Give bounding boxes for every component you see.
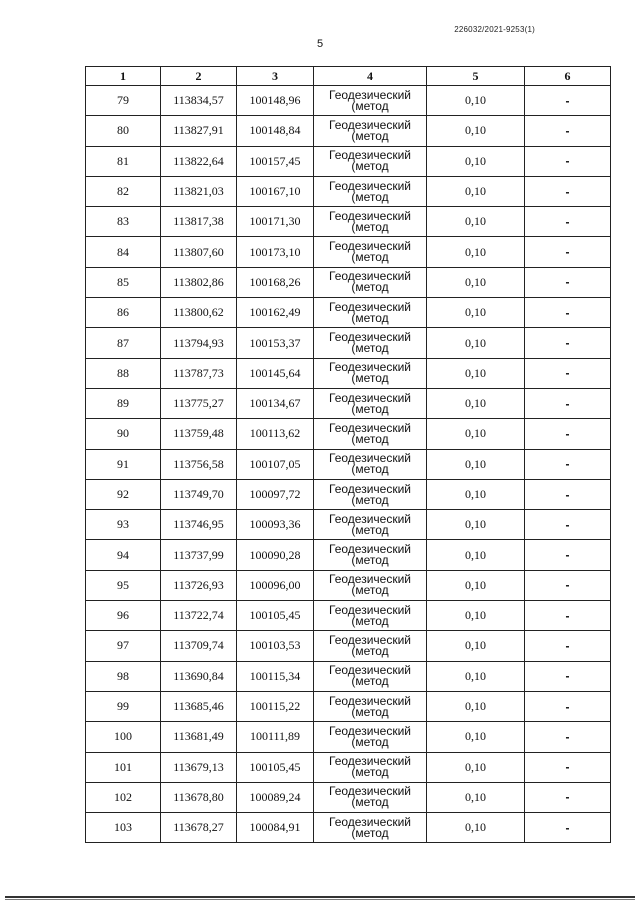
y-coordinate-cell: 100093,36	[237, 510, 314, 540]
point-number-cell: 85	[86, 267, 161, 297]
method-line-2: (метод	[351, 583, 389, 598]
x-coordinate-cell: 113749,70	[161, 479, 237, 509]
note-cell: -	[525, 267, 611, 297]
method-line-2: (метод	[351, 98, 389, 113]
x-coordinate-cell: 113737,99	[161, 540, 237, 570]
table-row	[86, 86, 611, 116]
method-line-1: Геодезический	[329, 148, 411, 163]
point-number-cell: 101	[86, 752, 161, 782]
table-row	[86, 782, 611, 812]
table-row	[86, 358, 611, 388]
table-row	[86, 207, 611, 237]
page-bottom-rule-thin	[5, 899, 635, 900]
x-coordinate-cell: 113794,93	[161, 328, 237, 358]
method-line-1: Геодезический	[329, 542, 411, 557]
point-number-cell: 82	[86, 176, 161, 206]
y-coordinate-cell: 100103,53	[237, 631, 314, 661]
accuracy-cell: 0,10	[427, 813, 525, 843]
x-coordinate-cell: 113722,74	[161, 601, 237, 631]
note-cell: -	[525, 510, 611, 540]
method-cell	[314, 207, 427, 237]
note-cell: -	[525, 419, 611, 449]
accuracy-cell: 0,10	[427, 328, 525, 358]
method-cell	[314, 267, 427, 297]
method-line-1: Геодезический	[329, 451, 411, 466]
method-line-1: Геодезический	[329, 693, 411, 708]
y-coordinate-cell: 100089,24	[237, 782, 314, 812]
method-line-1: Геодезический	[329, 330, 411, 345]
note-cell: -	[525, 237, 611, 267]
point-number-cell: 84	[86, 237, 161, 267]
y-coordinate-cell: 100162,49	[237, 298, 314, 328]
method-line-2: (метод	[351, 401, 389, 416]
y-coordinate-cell: 100148,84	[237, 116, 314, 146]
method-line-2: (метод	[351, 704, 389, 719]
y-coordinate-cell: 100145,64	[237, 358, 314, 388]
point-number-cell: 91	[86, 449, 161, 479]
method-cell	[314, 691, 427, 721]
note-cell: -	[525, 146, 611, 176]
table-body	[86, 86, 611, 843]
point-number-cell: 93	[86, 510, 161, 540]
table-row	[86, 237, 611, 267]
point-number-cell: 96	[86, 601, 161, 631]
note-cell: -	[525, 601, 611, 631]
accuracy-cell: 0,10	[427, 601, 525, 631]
y-coordinate-cell: 100167,10	[237, 176, 314, 206]
accuracy-cell: 0,10	[427, 207, 525, 237]
method-cell	[314, 116, 427, 146]
point-number-cell: 94	[86, 540, 161, 570]
accuracy-cell: 0,10	[427, 570, 525, 600]
x-coordinate-cell: 113817,38	[161, 207, 237, 237]
note-cell: -	[525, 813, 611, 843]
note-cell: -	[525, 358, 611, 388]
method-line-1: Геодезический	[329, 390, 411, 405]
table-row	[86, 146, 611, 176]
accuracy-cell: 0,10	[427, 116, 525, 146]
point-number-cell: 98	[86, 661, 161, 691]
point-number-cell: 97	[86, 631, 161, 661]
table-row	[86, 419, 611, 449]
method-cell	[314, 449, 427, 479]
accuracy-cell: 0,10	[427, 176, 525, 206]
point-number-cell: 88	[86, 358, 161, 388]
method-line-1: Геодезический	[329, 481, 411, 496]
method-line-1: Геодезический	[329, 814, 411, 829]
table-row	[86, 267, 611, 297]
point-number-cell: 99	[86, 691, 161, 721]
method-line-2: (метод	[351, 341, 389, 356]
point-number-cell: 81	[86, 146, 161, 176]
method-line-2: (метод	[351, 280, 389, 295]
accuracy-cell: 0,10	[427, 752, 525, 782]
x-coordinate-cell: 113800,62	[161, 298, 237, 328]
y-coordinate-cell: 100111,89	[237, 722, 314, 752]
column-header: 5	[427, 67, 525, 86]
method-line-2: (метод	[351, 613, 389, 628]
x-coordinate-cell: 113726,93	[161, 570, 237, 600]
method-cell	[314, 601, 427, 631]
accuracy-cell: 0,10	[427, 298, 525, 328]
method-cell	[314, 146, 427, 176]
note-cell: -	[525, 86, 611, 116]
note-cell: -	[525, 298, 611, 328]
note-cell: -	[525, 479, 611, 509]
y-coordinate-cell: 100105,45	[237, 601, 314, 631]
method-cell	[314, 722, 427, 752]
point-number-cell: 92	[86, 479, 161, 509]
x-coordinate-cell: 113775,27	[161, 388, 237, 418]
method-cell	[314, 752, 427, 782]
note-cell: -	[525, 176, 611, 206]
table-row	[86, 176, 611, 206]
column-header: 6	[525, 67, 611, 86]
x-coordinate-cell: 113807,60	[161, 237, 237, 267]
table-row	[86, 813, 611, 843]
y-coordinate-cell: 100148,96	[237, 86, 314, 116]
y-coordinate-cell: 100173,10	[237, 237, 314, 267]
method-line-2: (метод	[351, 250, 389, 265]
point-number-cell: 83	[86, 207, 161, 237]
method-line-1: Геодезический	[329, 178, 411, 193]
point-number-cell: 90	[86, 419, 161, 449]
method-cell	[314, 510, 427, 540]
point-number-cell: 80	[86, 116, 161, 146]
x-coordinate-cell: 113709,74	[161, 631, 237, 661]
method-line-2: (метод	[351, 462, 389, 477]
method-line-1: Геодезический	[329, 602, 411, 617]
table-row	[86, 510, 611, 540]
x-coordinate-cell: 113787,73	[161, 358, 237, 388]
point-number-cell: 79	[86, 86, 161, 116]
y-coordinate-cell: 100105,45	[237, 752, 314, 782]
point-number-cell: 86	[86, 298, 161, 328]
note-cell: -	[525, 752, 611, 782]
accuracy-cell: 0,10	[427, 146, 525, 176]
method-line-1: Геодезический	[329, 754, 411, 769]
method-cell	[314, 782, 427, 812]
x-coordinate-cell: 113746,95	[161, 510, 237, 540]
table-row	[86, 298, 611, 328]
method-cell	[314, 661, 427, 691]
table-row	[86, 328, 611, 358]
x-coordinate-cell: 113678,27	[161, 813, 237, 843]
document-reference-number: 226032/2021-9253(1)	[454, 25, 535, 34]
x-coordinate-cell: 113681,49	[161, 722, 237, 752]
accuracy-cell: 0,10	[427, 388, 525, 418]
method-line-2: (метод	[351, 431, 389, 446]
method-line-2: (метод	[351, 310, 389, 325]
accuracy-cell: 0,10	[427, 540, 525, 570]
note-cell: -	[525, 570, 611, 600]
column-header: 2	[161, 67, 237, 86]
note-cell: -	[525, 116, 611, 146]
table-row	[86, 752, 611, 782]
note-cell: -	[525, 388, 611, 418]
table-row	[86, 691, 611, 721]
method-line-2: (метод	[351, 795, 389, 810]
method-line-1: Геодезический	[329, 572, 411, 587]
accuracy-cell: 0,10	[427, 661, 525, 691]
table-row	[86, 479, 611, 509]
method-line-2: (метод	[351, 674, 389, 689]
y-coordinate-cell: 100115,34	[237, 661, 314, 691]
y-coordinate-cell: 100084,91	[237, 813, 314, 843]
table-row	[86, 661, 611, 691]
method-cell	[314, 358, 427, 388]
method-line-1: Геодезический	[329, 784, 411, 799]
column-header: 1	[86, 67, 161, 86]
y-coordinate-cell: 100134,67	[237, 388, 314, 418]
x-coordinate-cell: 113759,48	[161, 419, 237, 449]
y-coordinate-cell: 100097,72	[237, 479, 314, 509]
method-line-2: (метод	[351, 219, 389, 234]
method-cell	[314, 570, 427, 600]
method-line-2: (метод	[351, 553, 389, 568]
accuracy-cell: 0,10	[427, 358, 525, 388]
method-line-1: Геодезический	[329, 663, 411, 678]
method-line-1: Геодезический	[329, 420, 411, 435]
method-cell	[314, 86, 427, 116]
accuracy-cell: 0,10	[427, 510, 525, 540]
y-coordinate-cell: 100107,05	[237, 449, 314, 479]
method-line-1: Геодезический	[329, 117, 411, 132]
column-header: 4	[314, 67, 427, 86]
method-line-2: (метод	[351, 734, 389, 749]
table-row	[86, 601, 611, 631]
note-cell: -	[525, 631, 611, 661]
method-cell	[314, 388, 427, 418]
method-line-2: (метод	[351, 825, 389, 840]
point-number-cell: 89	[86, 388, 161, 418]
method-line-2: (метод	[351, 189, 389, 204]
point-number-cell: 95	[86, 570, 161, 600]
accuracy-cell: 0,10	[427, 267, 525, 297]
x-coordinate-cell: 113756,58	[161, 449, 237, 479]
accuracy-cell: 0,10	[427, 631, 525, 661]
method-line-1: Геодезический	[329, 299, 411, 314]
note-cell: -	[525, 661, 611, 691]
method-cell	[314, 631, 427, 661]
method-cell	[314, 540, 427, 570]
method-line-1: Геодезический	[329, 632, 411, 647]
point-number-cell: 103	[86, 813, 161, 843]
method-line-1: Геодезический	[329, 208, 411, 223]
method-line-1: Геодезический	[329, 87, 411, 102]
y-coordinate-cell: 100171,30	[237, 207, 314, 237]
method-cell	[314, 479, 427, 509]
accuracy-cell: 0,10	[427, 449, 525, 479]
x-coordinate-cell: 113827,91	[161, 116, 237, 146]
y-coordinate-cell: 100113,62	[237, 419, 314, 449]
method-line-1: Геодезический	[329, 723, 411, 738]
method-line-2: (метод	[351, 128, 389, 143]
method-line-2: (метод	[351, 492, 389, 507]
method-line-2: (метод	[351, 765, 389, 780]
note-cell: -	[525, 207, 611, 237]
table-row	[86, 449, 611, 479]
note-cell: -	[525, 328, 611, 358]
method-cell	[314, 237, 427, 267]
y-coordinate-cell: 100153,37	[237, 328, 314, 358]
y-coordinate-cell: 100115,22	[237, 691, 314, 721]
method-cell	[314, 298, 427, 328]
method-cell	[314, 419, 427, 449]
accuracy-cell: 0,10	[427, 479, 525, 509]
note-cell: -	[525, 722, 611, 752]
point-number-cell: 102	[86, 782, 161, 812]
x-coordinate-cell: 113834,57	[161, 86, 237, 116]
y-coordinate-cell: 100157,45	[237, 146, 314, 176]
accuracy-cell: 0,10	[427, 86, 525, 116]
coordinates-table	[85, 66, 611, 843]
column-header: 3	[237, 67, 314, 86]
table-row	[86, 540, 611, 570]
point-number-cell: 87	[86, 328, 161, 358]
table-row	[86, 631, 611, 661]
accuracy-cell: 0,10	[427, 419, 525, 449]
accuracy-cell: 0,10	[427, 722, 525, 752]
note-cell: -	[525, 691, 611, 721]
table-row	[86, 570, 611, 600]
method-line-2: (метод	[351, 522, 389, 537]
page-number: 5	[316, 38, 324, 50]
y-coordinate-cell: 100090,28	[237, 540, 314, 570]
method-line-1: Геодезический	[329, 360, 411, 375]
x-coordinate-cell: 113822,64	[161, 146, 237, 176]
page-bottom-rule	[5, 896, 635, 898]
table-row	[86, 116, 611, 146]
x-coordinate-cell: 113821,03	[161, 176, 237, 206]
method-line-2: (метод	[351, 159, 389, 174]
accuracy-cell: 0,10	[427, 782, 525, 812]
x-coordinate-cell: 113802,86	[161, 267, 237, 297]
x-coordinate-cell: 113685,46	[161, 691, 237, 721]
y-coordinate-cell: 100096,00	[237, 570, 314, 600]
method-line-1: Геодезический	[329, 239, 411, 254]
method-cell	[314, 176, 427, 206]
table-row	[86, 388, 611, 418]
method-line-2: (метод	[351, 643, 389, 658]
table-header-row	[86, 67, 611, 86]
table-row	[86, 722, 611, 752]
accuracy-cell: 0,10	[427, 691, 525, 721]
accuracy-cell: 0,10	[427, 237, 525, 267]
x-coordinate-cell: 113678,80	[161, 782, 237, 812]
method-line-1: Геодезический	[329, 269, 411, 284]
point-number-cell: 100	[86, 722, 161, 752]
y-coordinate-cell: 100168,26	[237, 267, 314, 297]
method-cell	[314, 813, 427, 843]
method-line-2: (метод	[351, 371, 389, 386]
note-cell: -	[525, 782, 611, 812]
note-cell: -	[525, 540, 611, 570]
x-coordinate-cell: 113690,84	[161, 661, 237, 691]
method-cell	[314, 328, 427, 358]
note-cell: -	[525, 449, 611, 479]
x-coordinate-cell: 113679,13	[161, 752, 237, 782]
method-line-1: Геодезический	[329, 511, 411, 526]
